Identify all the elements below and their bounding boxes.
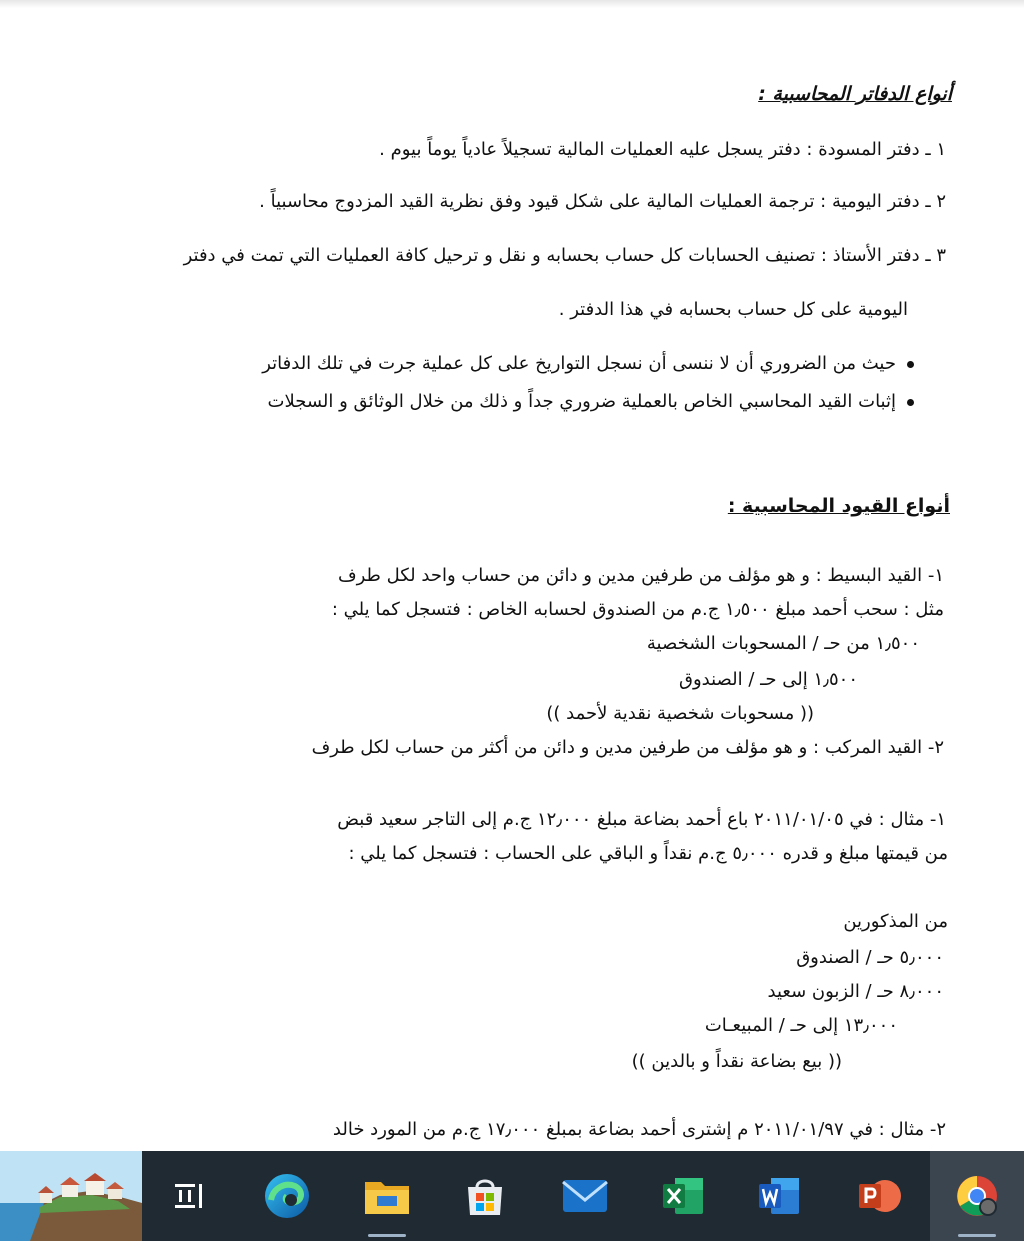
heading-entry-types: أنواع القيود المحاسبية : — [727, 495, 950, 517]
bullet-item-2: إثبات القيد المحاسبي الخاص بالعملية ضروري جداً و ذلك من خلال الوثائق و السجلات — [267, 391, 896, 412]
compound-entry-definition: ٢- القيد المركب : و هو مؤلف من طرفين مدين و دائن من أكثر من حساب لكل طرف — [311, 737, 944, 758]
word-icon — [755, 1172, 803, 1220]
window-top-edge — [0, 0, 1024, 8]
running-indicator — [958, 1234, 996, 1237]
ledger-item-3-line1: ٣ ـ دفتر الأستاذ : تصنيف الحسابات كل حساب بحسابه و نقل و ترحيل كافة العمليات التي تمت في دفتر — [183, 245, 946, 266]
ledger-item-3-line2: اليومية على كل حساب بحسابه في هذا الدفتر . — [558, 299, 908, 320]
excel-icon — [659, 1172, 707, 1220]
example-3-line1: ٢- مثال : في ٢٠١١/٠١/٩٧ م إشترى أحمد بضاعة بمبلغ ١٧٫٠٠٠ ج.م من المورد خالد — [332, 1119, 946, 1140]
microsoft-store-icon — [460, 1171, 510, 1221]
edge-icon — [261, 1170, 313, 1222]
word-button[interactable] — [732, 1151, 826, 1241]
example-2-from: من المذكورين — [843, 911, 948, 932]
chrome-icon — [952, 1171, 1002, 1221]
running-indicator — [368, 1234, 406, 1237]
ledger-item-1: ١ ـ دفتر المسودة : دفتر يسجل عليه العمليات المالية تسجيلاً عادياً يوماً بيوم . — [379, 139, 946, 160]
bullet-dot — [907, 399, 914, 406]
document-page — [0, 8, 1024, 1151]
task-view-icon — [169, 1176, 209, 1216]
simple-entry-definition: ١- القيد البسيط : و هو مؤلف من طرفين مدين و دائن من حساب واحد لكل طرف — [337, 565, 944, 586]
example-1-note: (( مسحوبات شخصية نقدية لأحمد )) — [546, 703, 814, 724]
mail-icon — [559, 1174, 611, 1218]
example-1-text: مثل : سحب أحمد مبلغ ١٫٥٠٠ ج.م من الصندوق لحسابه الخاص : فتسجل كما يلي : — [331, 599, 944, 620]
example-2-note: (( بيع بضاعة نقداً و بالدين )) — [631, 1051, 842, 1072]
example-1-credit: ١٫٥٠٠ إلى حـ / الصندوق — [678, 669, 858, 690]
heading-ledger-types: أنواع الدفاتر المحاسبية : — [758, 83, 952, 105]
file-explorer-button[interactable] — [340, 1151, 434, 1241]
example-1-debit: ١٫٥٠٠ من حـ / المسحوبات الشخصية — [646, 633, 920, 654]
bullet-dot — [907, 361, 914, 368]
example-2-debit-1: ٥٫٠٠٠ حـ / الصندوق — [796, 947, 944, 968]
example-2-line2: من قيمتها مبلغ و قدره ٥٫٠٠٠ ج.م نقداً و الباقي على الحساب : فتسجل كما يلي : — [348, 843, 948, 864]
task-view-button[interactable] — [142, 1151, 236, 1241]
powerpoint-icon — [855, 1172, 903, 1220]
desktop-wallpaper-thumbnail[interactable] — [0, 1151, 142, 1241]
example-2-line1: ١- مثال : في ٢٠١١/٠١/٠٥ باع أحمد بضاعة مبلغ ١٢٫٠٠٠ ج.م إلى التاجر سعيد قبض — [337, 809, 946, 830]
excel-button[interactable] — [636, 1151, 730, 1241]
ledger-item-2: ٢ ـ دفتر اليومية : ترجمة العمليات المالية على شكل قيود وفق نظرية القيد المزدوج محاسبياً . — [259, 191, 946, 212]
mail-button[interactable] — [538, 1151, 632, 1241]
example-2-debit-2: ٨٫٠٠٠ حـ / الزبون سعيد — [767, 981, 944, 1002]
taskbar — [0, 1151, 1024, 1241]
chrome-button[interactable] — [930, 1151, 1024, 1241]
bullet-item-1: حيث من الضروري أن لا ننسى أن نسجل التواريخ على كل عملية جرت في تلك الدفاتر — [262, 353, 896, 374]
example-2-credit: ١٣٫٠٠٠ إلى حـ / المبيعـات — [704, 1015, 898, 1036]
edge-button[interactable] — [240, 1151, 334, 1241]
microsoft-store-button[interactable] — [438, 1151, 532, 1241]
powerpoint-button[interactable] — [832, 1151, 926, 1241]
file-explorer-icon — [361, 1172, 413, 1220]
